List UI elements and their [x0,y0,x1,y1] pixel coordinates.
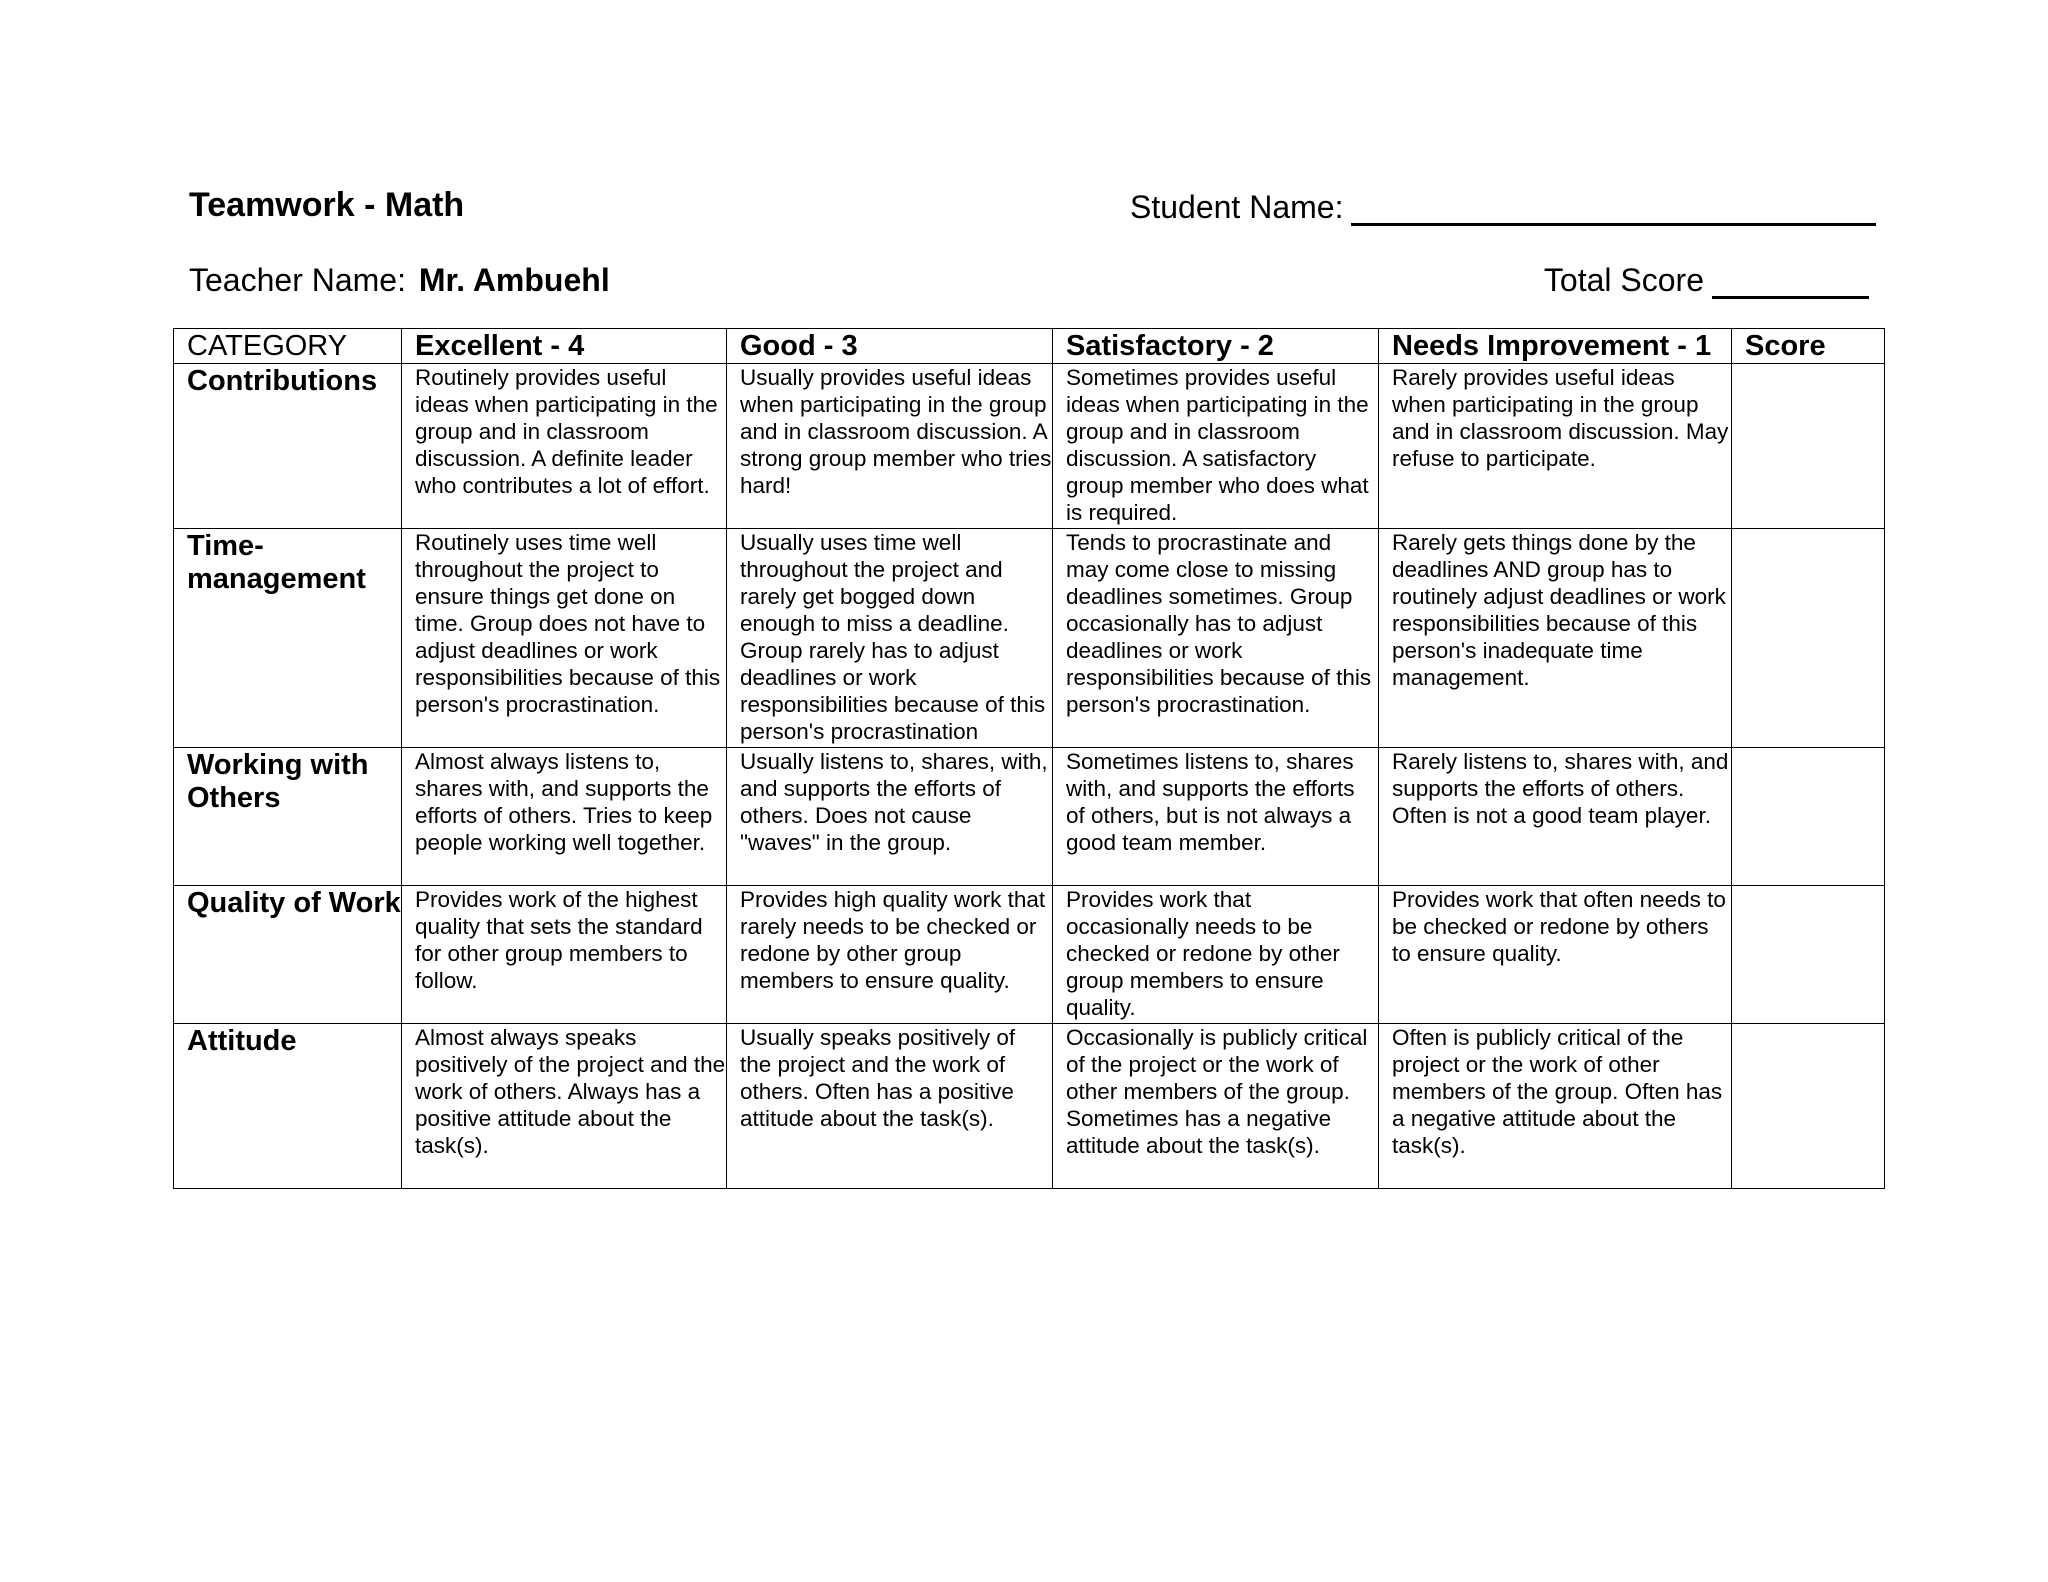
criteria-cell: Tends to procrastinate and may come close to missing deadlines sometimes. Group occasionally has to adjust deadlines or work responsibilities because of this person's procrastination. [1053,529,1379,748]
total-score-field [1544,262,1869,299]
score-cell[interactable] [1732,886,1885,1024]
score-cell[interactable] [1732,748,1885,886]
table-row [174,748,1885,886]
table-row [174,364,1885,529]
criteria-cell: Often is publicly critical of the project or the work of other members of the group. Often has a negative attitude about the task(s). [1379,1024,1732,1189]
criteria-cell: Rarely provides useful ideas when participating in the group and in classroom discussion. May refuse to participate. [1379,364,1732,529]
column-header-score: Score [1732,329,1885,364]
score-cell[interactable] [1732,364,1885,529]
teacher-name-label: Teacher Name: [189,262,406,298]
category-cell: Contributions [174,364,402,529]
criteria-cell: Rarely gets things done by the deadlines AND group has to routinely adjust deadlines or work responsibilities because of this person's inadequate time management. [1379,529,1732,748]
header-row [174,329,1885,364]
category-cell: Quality of Work [174,886,402,1024]
column-header-excellent: Excellent - 4 [402,329,727,364]
total-score-blank[interactable] [1712,263,1869,299]
category-cell: Working with Others [174,748,402,886]
teacher-name-field [189,262,610,299]
criteria-cell: Provides work that occasionally needs to be checked or redone by other group members to ensure quality. [1053,886,1379,1024]
table-row [174,529,1885,748]
criteria-cell: Almost always listens to, shares with, and supports the efforts of others. Tries to keep people working well together. [402,748,727,886]
criteria-cell: Almost always speaks positively of the project and the work of others. Always has a positive attitude about the task(s). [402,1024,727,1189]
criteria-cell: Sometimes listens to, shares with, and supports the efforts of others, but is not always a good team member. [1053,748,1379,886]
criteria-cell: Usually uses time well throughout the project and rarely get bogged down enough to miss a deadline. Group rarely has to adjust deadlines or work responsibilities because of this person's procrastination [727,529,1053,748]
criteria-cell: Provides work of the highest quality that sets the standard for other group members to follow. [402,886,727,1024]
table-row [174,1024,1885,1189]
category-cell: Time-management [174,529,402,748]
column-header-category: CATEGORY [174,329,402,364]
page-title: Teamwork - Math [189,186,465,224]
student-name-label: Student Name: [1130,189,1344,225]
criteria-cell: Usually speaks positively of the project and the work of others. Often has a positive attitude about the task(s). [727,1024,1053,1189]
criteria-cell: Provides high quality work that rarely needs to be checked or redone by other group members to ensure quality. [727,886,1053,1024]
table-row [174,886,1885,1024]
student-name-field [1130,189,1876,226]
column-header-satisfactory: Satisfactory - 2 [1053,329,1379,364]
criteria-cell: Provides work that often needs to be checked or redone by others to ensure quality. [1379,886,1732,1024]
criteria-cell: Occasionally is publicly critical of the project or the work of other members of the group. Sometimes has a negative attitude about the task(s). [1053,1024,1379,1189]
rubric-table [173,328,1885,1189]
criteria-cell: Usually listens to, shares, with, and supports the efforts of others. Does not cause "waves" in the group. [727,748,1053,886]
teacher-name-value: Mr. Ambuehl [418,262,610,298]
column-header-needs-improvement: Needs Improvement - 1 [1379,329,1732,364]
score-cell[interactable] [1732,529,1885,748]
score-cell[interactable] [1732,1024,1885,1189]
criteria-cell: Rarely listens to, shares with, and supports the efforts of others. Often is not a good team player. [1379,748,1732,886]
student-name-blank[interactable] [1351,190,1876,226]
criteria-cell: Routinely provides useful ideas when participating in the group and in classroom discussion. A definite leader who contributes a lot of effort. [402,364,727,529]
criteria-cell: Sometimes provides useful ideas when participating in the group and in classroom discussion. A satisfactory group member who does what is required. [1053,364,1379,529]
column-header-good: Good - 3 [727,329,1053,364]
criteria-cell: Routinely uses time well throughout the project to ensure things get done on time. Group does not have to adjust deadlines or work responsibilities because of this person's procrastination. [402,529,727,748]
total-score-label: Total Score [1543,262,1704,298]
category-cell: Attitude [174,1024,402,1189]
criteria-cell: Usually provides useful ideas when participating in the group and in classroom discussion. A strong group member who tries hard! [727,364,1053,529]
